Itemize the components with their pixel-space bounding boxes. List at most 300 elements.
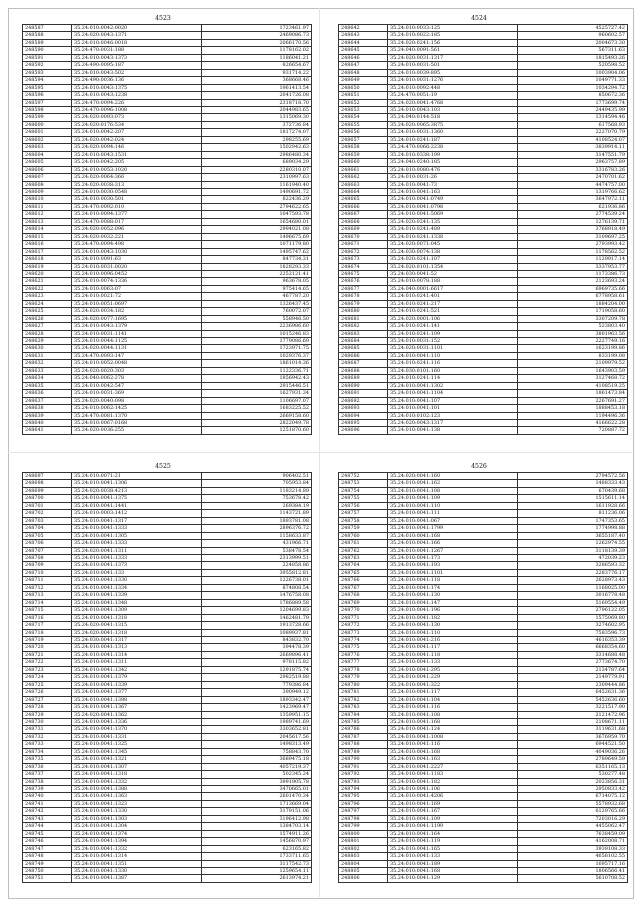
value-cell: 1623199.86 <box>518 345 628 352</box>
cadastral-number-cell: 35.24:010:0041:1375 <box>72 495 202 502</box>
cadastral-number-cell: 35.24:010:0046:0018 <box>72 39 202 46</box>
table-row <box>339 99 628 106</box>
record-number-cell: 248724 <box>23 674 72 681</box>
value-cell: 1723971.75 <box>202 345 312 352</box>
table-row <box>339 689 628 696</box>
record-number-cell: 248727 <box>23 696 72 703</box>
cadastral-number-cell: 35.24:010:0041:138 <box>388 427 518 434</box>
cadastral-number-cell: 35.24:010:0071:21 <box>72 473 202 480</box>
table-row <box>23 39 312 46</box>
table-row <box>339 233 628 240</box>
cadastral-number-cell: 35.24:040:0001:6617 <box>388 285 518 292</box>
table-row <box>339 308 628 315</box>
record-number-cell: 248754 <box>339 487 388 494</box>
record-number-cell: 248599 <box>23 114 72 121</box>
record-number-cell: 248693 <box>339 405 388 412</box>
table-row <box>23 25 312 32</box>
table-row <box>339 203 628 210</box>
record-number-cell: 248640 <box>23 420 72 427</box>
record-number-cell: 248605 <box>23 159 72 166</box>
record-number-cell: 248712 <box>23 584 72 591</box>
table-row <box>23 308 312 315</box>
cadastral-number-cell: 35.24:010:0041:1314 <box>72 651 202 658</box>
value-cell: 3179151.06 <box>202 808 312 815</box>
table-row <box>339 293 628 300</box>
value-cell: 779386.84 <box>202 681 312 688</box>
sheet-top-right <box>338 14 625 435</box>
value-cell: 7203016.29 <box>518 815 628 822</box>
table-row <box>23 330 312 337</box>
cadastral-number-cell: 35.24:010:0041:163 <box>388 756 518 763</box>
table-row <box>339 599 628 606</box>
table-row <box>23 532 312 539</box>
record-number-cell: 248783 <box>339 704 388 711</box>
value-cell: 975414.65 <box>202 285 312 292</box>
table-row <box>339 300 628 307</box>
record-number-cell: 248678 <box>339 293 388 300</box>
record-number-cell: 248691 <box>339 390 388 397</box>
record-number-cell: 248634 <box>23 375 72 382</box>
record-number-cell: 248706 <box>23 540 72 547</box>
record-number-cell: 248667 <box>339 211 388 218</box>
value-cell: 2109979.52 <box>518 360 628 367</box>
value-cell: 2470701.62 <box>518 174 628 181</box>
cadastral-number-cell: 35.24:020:0077:1695 <box>72 315 202 322</box>
record-number-cell: 248591 <box>23 54 72 61</box>
value-cell: 1817274.07 <box>202 129 312 136</box>
value-cell: 6969735.66 <box>518 285 628 292</box>
table-row <box>339 540 628 547</box>
table-row <box>23 487 312 494</box>
record-number-cell: 248711 <box>23 577 72 584</box>
record-number-cell: 248735 <box>23 756 72 763</box>
table-row <box>23 129 312 136</box>
cadastral-number-cell: 35.24:020:0093:073 <box>72 114 202 121</box>
table-row <box>23 711 312 718</box>
value-cell: 3147551.79 <box>518 151 628 158</box>
record-number-cell: 248617 <box>23 248 72 255</box>
record-number-cell: 248628 <box>23 330 72 337</box>
cadastral-number-cell: 35.24:010:0041:116 <box>388 741 518 748</box>
table-row <box>339 569 628 576</box>
record-number-cell: 248787 <box>339 733 388 740</box>
value-cell: 2283776.17 <box>518 569 628 576</box>
cadastral-number-cell: 35.24:010:0041:1303 <box>72 815 202 822</box>
table-row <box>339 285 628 292</box>
value-cell: 1654680.01 <box>202 218 312 225</box>
cadastral-number-cell: 35.24:010:0041:067 <box>388 517 518 524</box>
record-number-cell: 248763 <box>339 554 388 561</box>
cadastral-number-cell: 35.24:010:0041:1799 <box>388 525 518 532</box>
record-number-cell: 248709 <box>23 562 72 569</box>
record-number-cell: 248687 <box>339 360 388 367</box>
value-cell: 394478.39 <box>202 644 312 651</box>
table-row <box>23 338 312 345</box>
record-number-cell: 248777 <box>339 659 388 666</box>
record-number-cell: 248721 <box>23 651 72 658</box>
value-cell: 1913728.66 <box>202 622 312 629</box>
cadastral-number-cell: 35.24:010:0041:168 <box>388 718 518 725</box>
value-cell: 4616353.39 <box>518 636 628 643</box>
record-number-cell: 248601 <box>23 129 72 136</box>
cadastral-number-cell: 35.24:010:0041:1370 <box>72 726 202 733</box>
cadastral-number-cell: 35.24:010:0041:101 <box>388 405 518 412</box>
table-row <box>23 54 312 61</box>
table-row <box>339 256 628 263</box>
cadastral-number-cell: 35.24:470:0031:188 <box>72 47 202 54</box>
record-number-cell: 248758 <box>339 517 388 524</box>
value-cell: 3274602.95 <box>518 622 628 629</box>
cadastral-number-cell: 35.24:010:0041:1342 <box>72 666 202 673</box>
table-row <box>339 375 628 382</box>
table-row <box>339 495 628 502</box>
table-row <box>339 838 628 845</box>
value-cell: 558946.50 <box>202 315 312 322</box>
cadastral-number-cell: 35.24:010:0041:164 <box>388 830 518 837</box>
record-number-cell: 248665 <box>339 196 388 203</box>
cadastral-number-cell: 35.24:030:0041:52 <box>388 270 518 277</box>
table-row <box>23 778 312 785</box>
value-cell: 1856942.43 <box>202 375 312 382</box>
cadastral-number-cell: 35.24:010:0031:1360 <box>388 129 518 136</box>
cadastral-number-cell: 35.24:020:0043:1371 <box>72 32 202 39</box>
table-row <box>23 860 312 867</box>
cadastral-number-cell: 35.24:010:0033:125 <box>388 25 518 32</box>
value-cell: 705953.84 <box>202 480 312 487</box>
cadastral-number-cell: 35.24:010:0041:129 <box>388 875 518 882</box>
value-cell: 4057219.37 <box>202 763 312 770</box>
value-cell: 3316783.26 <box>518 166 628 173</box>
table-row <box>339 592 628 599</box>
table-row <box>339 25 628 32</box>
cadastral-number-cell: 35.24:010:0041:1101 <box>388 569 518 576</box>
table-row <box>23 748 312 755</box>
cadastral-number-cell: 35.24:010:0041:163 <box>388 188 518 195</box>
cadastral-number-cell: 35.24:040:0091:561 <box>388 47 518 54</box>
cadastral-number-cell: 35.24:470:0051:19 <box>388 92 518 99</box>
value-cell: 3127468.72 <box>518 375 628 382</box>
cadastral-number-cell: 35.24:010:0030:0548 <box>72 188 202 195</box>
table-row <box>23 517 312 524</box>
value-cell: 1779086.69 <box>202 338 312 345</box>
value-cell: 2044983.65 <box>202 106 312 113</box>
value-cell: 1276139.71 <box>518 218 628 225</box>
record-number-cell: 248679 <box>339 300 388 307</box>
record-number-cell: 248685 <box>339 345 388 352</box>
table-row <box>23 121 312 128</box>
cadastral-number-cell: 35.24:010:0041:1331 <box>72 733 202 740</box>
value-cell: 269384.19 <box>202 502 312 509</box>
cadastral-number-cell: 35.24:010:0041:73 <box>388 181 518 188</box>
value-cell: 3676959.70 <box>518 733 628 740</box>
cadastral-number-cell: 35.24:010:0043:1379 <box>72 323 202 330</box>
cadastral-number-cell: 35.24:010:0041:1317 <box>72 517 202 524</box>
cadastral-number-cell: 35.24:020:0041:1315 <box>72 622 202 629</box>
cadastral-number-cell: 35.24:020:0071:045 <box>388 241 518 248</box>
record-number-cell: 248623 <box>23 293 72 300</box>
table-row <box>23 241 312 248</box>
value-cell: 1384703.14 <box>202 823 312 830</box>
record-number-cell: 248728 <box>23 704 72 711</box>
cadastral-number-cell: 35.24:010:0241:114 <box>388 375 518 382</box>
value-cell: 6778958.61 <box>518 293 628 300</box>
record-number-cell: 248610 <box>23 196 72 203</box>
record-number-cell: 248644 <box>339 39 388 46</box>
cadastral-number-cell: 35.24:020:0036:255 <box>72 427 202 434</box>
cadastral-number-cell: 35.24:010:0063:07 <box>72 285 202 292</box>
table-row <box>23 540 312 547</box>
cadastral-number-cell: 35.24:470:0094:226 <box>72 99 202 106</box>
table-row <box>23 622 312 629</box>
table-row <box>339 480 628 487</box>
table-row <box>23 285 312 292</box>
value-cell: 1884204.00 <box>518 300 628 307</box>
value-cell: 5169554.49 <box>518 599 628 606</box>
value-cell: 1786889.58 <box>202 599 312 606</box>
cadastral-number-cell: 35.24:010:0043:1030 <box>72 248 202 255</box>
value-cell: 6714075.12 <box>518 793 628 800</box>
cadastral-number-cell: 35.24:010:0078:188 <box>388 278 518 285</box>
value-cell: 1747353.65 <box>518 517 628 524</box>
cadastral-number-cell: 35.24:010:0041:166 <box>388 540 518 547</box>
table-row <box>23 554 312 561</box>
record-number-cell: 248774 <box>339 636 388 643</box>
cadastral-number-cell: 35.24:010:0041:106 <box>388 786 518 793</box>
record-number-cell: 248598 <box>23 106 72 113</box>
record-number-cell: 248771 <box>339 614 388 621</box>
record-number-cell: 248767 <box>339 584 388 591</box>
value-cell: 2108671.11 <box>518 718 628 725</box>
cadastral-number-cell: 35.24:010:0041:130 <box>388 622 518 629</box>
value-cell: 720887.72 <box>518 427 628 434</box>
record-number-cell: 248788 <box>339 741 388 748</box>
data-table <box>22 472 312 883</box>
value-cell: 2794572.56 <box>518 473 628 480</box>
record-number-cell: 248765 <box>339 569 388 576</box>
record-number-cell: 248715 <box>23 607 72 614</box>
record-number-cell: 248606 <box>23 166 72 173</box>
cadastral-number-cell: 35.24:010:0041:117 <box>388 644 518 651</box>
value-cell: 224858.86 <box>202 562 312 569</box>
value-cell: 1049771.33 <box>518 77 628 84</box>
value-cell: 6452631.36 <box>518 689 628 696</box>
cadastral-number-cell: 35.24:020:0241:107 <box>388 256 518 263</box>
cadastral-number-cell: 35.24:010:0041:1309 <box>72 607 202 614</box>
cadastral-number-cell: 35.24:010:0041:1330 <box>72 577 202 584</box>
record-number-cell: 248661 <box>339 166 388 173</box>
value-cell: 530277.48 <box>518 771 628 778</box>
value-cell: 1194496.36 <box>518 412 628 419</box>
cadastral-number-cell: 35.24:010:0052:0048 <box>72 360 202 367</box>
cadastral-number-cell: 35.24:010:0041:1345 <box>72 748 202 755</box>
record-number-cell: 248682 <box>339 323 388 330</box>
table-row <box>23 808 312 815</box>
table-row <box>23 666 312 673</box>
cadastral-number-cell: 35.24:010:0041:1307 <box>72 763 202 770</box>
cadastral-number-cell: 35.24:010:0094:1377 <box>72 211 202 218</box>
cadastral-number-cell: 35.24:020:0176:534 <box>72 121 202 128</box>
record-number-cell: 248739 <box>23 786 72 793</box>
record-number-cell: 248792 <box>339 771 388 778</box>
cadastral-number-cell: 35.24:010:0041:1388 <box>72 786 202 793</box>
value-cell: 1034294.72 <box>518 84 628 91</box>
record-number-cell: 248802 <box>339 845 388 852</box>
record-number-cell: 248757 <box>339 510 388 517</box>
record-number-cell: 248799 <box>339 823 388 830</box>
table-row <box>339 84 628 91</box>
table-row <box>23 405 312 412</box>
value-cell: 623165.82 <box>202 845 312 852</box>
value-cell: 2004673.30 <box>518 39 628 46</box>
value-cell: 2123693.24 <box>518 278 628 285</box>
cadastral-number-cell: 35.24:010:0003:1412 <box>72 510 202 517</box>
table-row <box>339 607 628 614</box>
record-number-cell: 248770 <box>339 607 388 614</box>
table-row <box>23 629 312 636</box>
table-row <box>23 733 312 740</box>
record-number-cell: 248732 <box>23 733 72 740</box>
value-cell: 2601470.34 <box>202 793 312 800</box>
table-row <box>339 733 628 740</box>
cadastral-number-cell: 35.24:010:0043:1375 <box>72 84 202 91</box>
table-row <box>339 547 628 554</box>
cadastral-number-cell: 35.24:470:0093:147 <box>72 352 202 359</box>
value-cell: 4474757.00 <box>518 181 628 188</box>
table-row <box>23 853 312 860</box>
value-cell: 978115.82 <box>202 659 312 666</box>
table-row <box>339 166 628 173</box>
table-row <box>23 77 312 84</box>
record-number-cell: 248686 <box>339 352 388 359</box>
cadastral-number-cell: 35.24:010:0041:168 <box>388 868 518 875</box>
table-row <box>23 763 312 770</box>
record-number-cell: 248746 <box>23 838 72 845</box>
value-cell: 2134787.64 <box>518 666 628 673</box>
table-row <box>339 554 628 561</box>
value-cell: 2822049.78 <box>202 420 312 427</box>
value-cell: 2121472.96 <box>518 711 628 718</box>
cadastral-number-cell: 35.24:010:0043:103 <box>388 106 518 113</box>
value-cell: 2669896.41 <box>202 651 312 658</box>
record-number-cell: 248805 <box>339 868 388 875</box>
table-row <box>23 651 312 658</box>
cadastral-number-cell: 35.24:010:0041:1333 <box>72 554 202 561</box>
table-row <box>339 868 628 875</box>
value-cell: 4525727.42 <box>518 25 628 32</box>
value-cell: 3839914.11 <box>518 144 628 151</box>
table-row <box>23 367 312 374</box>
value-cell: 1259654.11 <box>202 868 312 875</box>
value-cell: 3196412.98 <box>202 815 312 822</box>
record-number-cell: 248745 <box>23 830 72 837</box>
table-row <box>339 338 628 345</box>
record-number-cell: 248769 <box>339 599 388 606</box>
table-row <box>339 853 628 860</box>
cadastral-number-cell: 35.24:020:0040:098 <box>72 397 202 404</box>
cadastral-number-cell: 35.24:010:0021:72 <box>72 293 202 300</box>
record-number-cell: 248710 <box>23 569 72 576</box>
table-row <box>339 136 628 143</box>
cadastral-number-cell: 35.24:010:0041:110 <box>388 502 518 509</box>
cadastral-number-cell: 35.24:010:0041:1313 <box>72 644 202 651</box>
record-number-cell: 248651 <box>339 92 388 99</box>
cadastral-number-cell: 35.24:010:0041:1333 <box>72 540 202 547</box>
value-cell: 538478.54 <box>202 547 312 554</box>
table-row <box>339 622 628 629</box>
record-number-cell: 248671 <box>339 241 388 248</box>
value-cell: 1204699.83 <box>202 607 312 614</box>
value-cell: 1314594.46 <box>518 114 628 121</box>
table-row <box>339 763 628 770</box>
cadastral-number-cell: 35.24:010:0043:1373 <box>72 54 202 61</box>
table-row <box>23 211 312 218</box>
record-number-cell: 248633 <box>23 367 72 374</box>
cadastral-number-cell: 35.24:020:0042:024 <box>72 136 202 143</box>
cadastral-number-cell: 35.24:010:0241:217 <box>388 300 518 307</box>
sheet-bottom-left <box>22 462 309 883</box>
record-number-cell: 248806 <box>339 875 388 882</box>
record-number-cell: 248748 <box>23 853 72 860</box>
value-cell: 2789649.59 <box>518 756 628 763</box>
cadastral-number-cell: 35.24:010:0041:196 <box>388 607 518 614</box>
value-cell: 520598.52 <box>518 62 628 69</box>
table-row <box>339 360 628 367</box>
cadastral-number-cell: 35.24:010:0074:1336 <box>72 278 202 285</box>
record-number-cell: 248632 <box>23 360 72 367</box>
table-row <box>23 412 312 419</box>
record-number-cell: 248756 <box>339 502 388 509</box>
cadastral-number-cell: 35.24:010:0030:501 <box>72 196 202 203</box>
record-number-cell: 248719 <box>23 636 72 643</box>
table-row <box>23 352 312 359</box>
cadastral-number-cell: 35.24:010:0241:489 <box>388 226 518 233</box>
value-cell: 2041726.08 <box>202 92 312 99</box>
cadastral-number-cell: 35.24:010:0042:547 <box>72 382 202 389</box>
record-number-cell: 248699 <box>23 487 72 494</box>
table-row <box>23 360 312 367</box>
record-number-cell: 248738 <box>23 778 72 785</box>
table-row <box>339 800 628 807</box>
record-number-cell: 248700 <box>23 495 72 502</box>
value-cell: 2252121.41 <box>202 270 312 277</box>
record-number-cell: 248608 <box>23 181 72 188</box>
cadastral-number-cell: 35.24:010:0241:187 <box>388 136 518 143</box>
record-number-cell: 248658 <box>339 144 388 151</box>
cadastral-number-cell: 35.24:490:0095:187 <box>72 62 202 69</box>
cadastral-number-cell: 35.24:040:0240:185 <box>388 159 518 166</box>
record-number-cell: 248680 <box>339 308 388 315</box>
table-row <box>339 114 628 121</box>
value-cell: 850672.36 <box>518 92 628 99</box>
table-row <box>339 681 628 688</box>
value-cell: 1423969.47 <box>202 704 312 711</box>
record-number-cell: 248593 <box>23 69 72 76</box>
cadastral-number-cell: 35.24:010:0041:1330 <box>72 868 202 875</box>
record-number-cell: 248683 <box>339 330 388 337</box>
value-cell: 467787.20 <box>202 293 312 300</box>
value-cell: 1893342.47 <box>202 696 312 703</box>
record-number-cell: 248729 <box>23 711 72 718</box>
value-cell: 3109697.25 <box>518 233 628 240</box>
value-cell: 2023856.31 <box>518 778 628 785</box>
table-row <box>23 300 312 307</box>
record-number-cell: 248736 <box>23 763 72 770</box>
cadastral-number-cell: 35.24:010:0041:162 <box>388 480 518 487</box>
cadastral-number-cell: 35.24:010:0041:1387 <box>72 875 202 882</box>
record-number-cell: 248588 <box>23 32 72 39</box>
data-table <box>338 24 628 435</box>
cadastral-number-cell: 35.24:470:0081:1370 <box>72 412 202 419</box>
